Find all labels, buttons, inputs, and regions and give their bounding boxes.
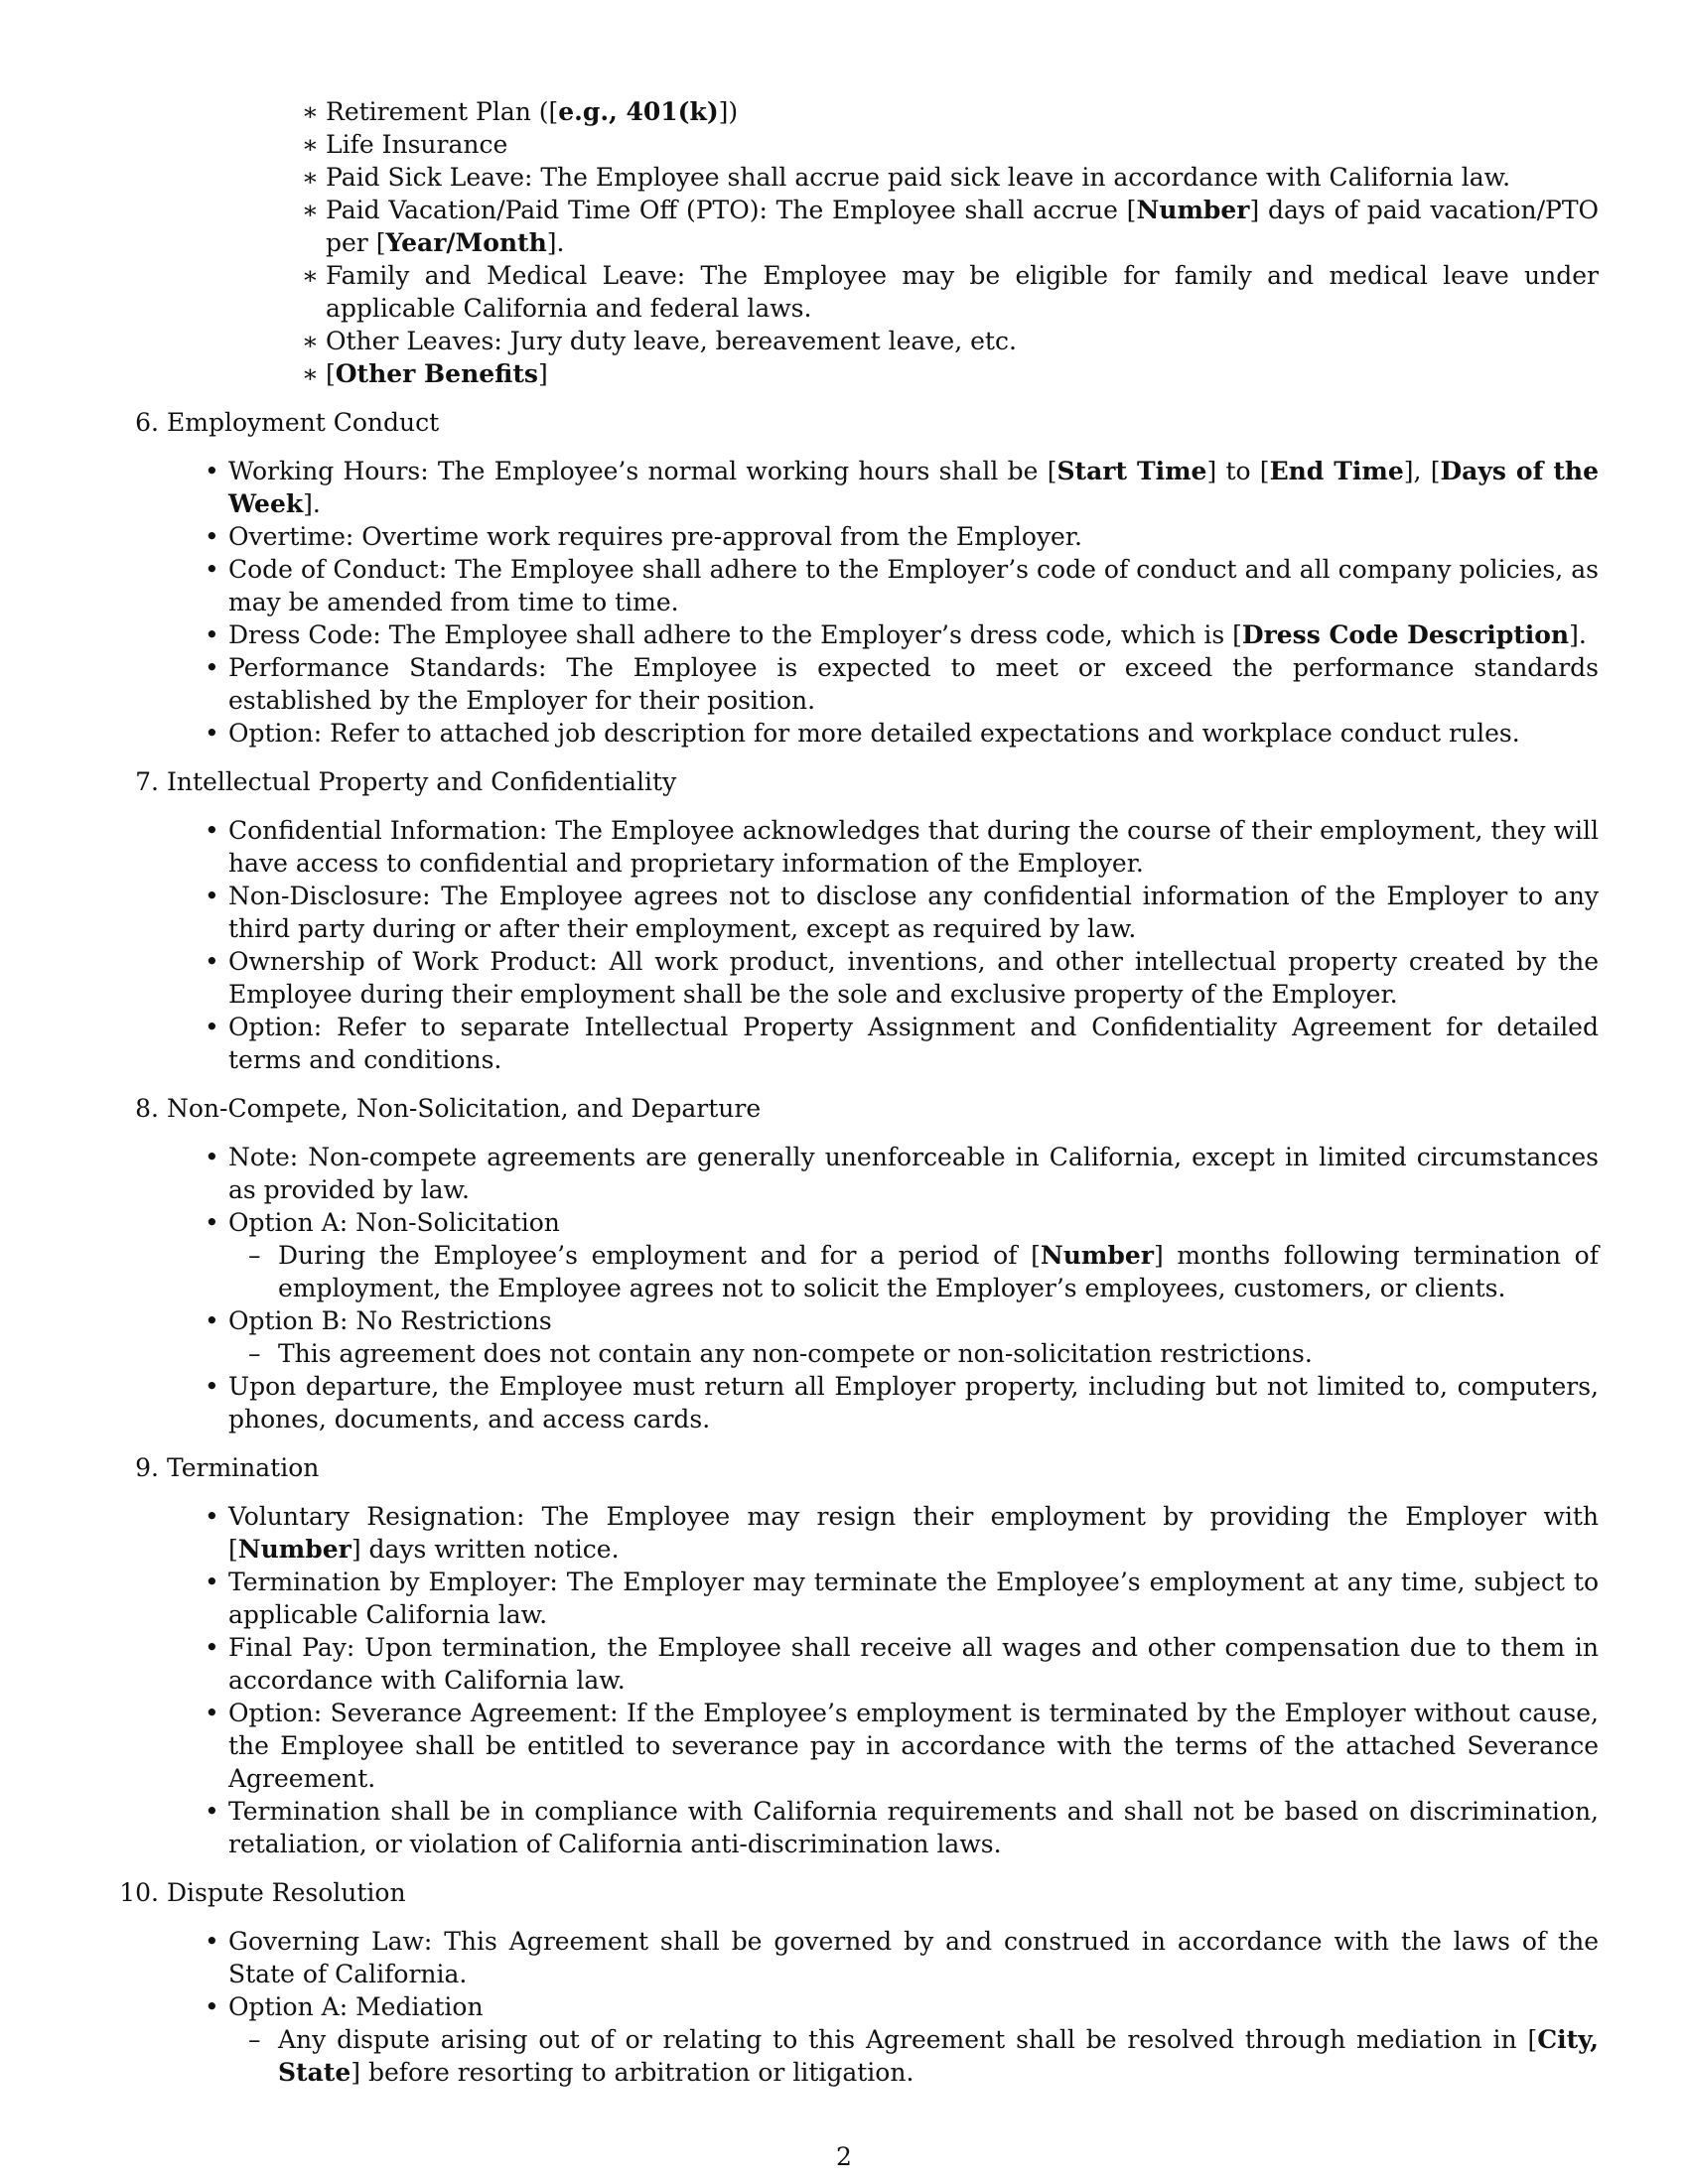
benefit-item: ∗ Life Insurance (302, 130, 508, 159)
asterisk-marker: ∗ (302, 130, 319, 159)
bullet-marker: • (205, 1208, 219, 1237)
list-item: • Note: Non-compete agreements are generally unenforceable in California, except in limited circumstances as provided by law. (205, 1143, 1599, 1204)
section-7-list (107, 814, 1599, 1076)
list-item: • Working Hours: The Employee’s normal working hours shall be [Start Time] to [End Time], [Days of the Week]. (205, 457, 1599, 518)
bullet-marker: • (205, 620, 219, 649)
list-item: • Upon departure, the Employee must return all Employer property, including but not limited to, computers, phones, documents, and access cards. (205, 1372, 1599, 1433)
dash-marker: – (248, 1339, 261, 1368)
list-item: • Option: Refer to attached job description for more detailed expectations and workplace conduct rules. (205, 719, 1520, 748)
section-heading-7: 7. Intellectual Property and Confidentiality (135, 767, 677, 796)
asterisk-marker: ∗ (302, 163, 319, 192)
list-item: • Option: Refer to separate Intellectual Property Assignment and Confidentiality Agreement for detailed terms and conditions. (205, 1013, 1599, 1074)
asterisk-marker: ∗ (302, 359, 319, 388)
bullet-marker: • (205, 1372, 219, 1401)
benefit-item: ∗ Other Leaves: Jury duty leave, bereavement leave, etc. (302, 327, 1017, 355)
bullet-marker: • (205, 1143, 219, 1171)
section-8-list (107, 1141, 1599, 1435)
bullet-marker: • (205, 555, 219, 584)
benefits-list (107, 95, 1599, 390)
asterisk-marker: ∗ (302, 327, 319, 355)
section-heading-10: 10. Dispute Resolution (119, 1878, 406, 1907)
benefit-item: ∗ Paid Vacation/Paid Time Off (PTO): The Employee shall accrue [Number] days of paid vacation/PTO per [Year/Month]. (302, 196, 1599, 257)
bullet-marker: • (205, 1927, 219, 1956)
section-heading-6: 6. Employment Conduct (135, 408, 440, 437)
sub-list-item: – This agreement does not contain any non-compete or non-solicitation restrictions. (248, 1339, 1313, 1368)
bullet-marker: • (205, 882, 219, 910)
list-item: • Governing Law: This Agreement shall be governed by and construed in accordance with the laws of the State of California. (205, 1927, 1599, 1988)
asterisk-marker: ∗ (302, 261, 319, 290)
list-item: • Option A: Mediation (205, 1992, 484, 2021)
list-item: • Code of Conduct: The Employee shall adhere to the Employer’s code of conduct and all company policies, as may be amended from time to time. (205, 555, 1599, 616)
document-body (107, 95, 1599, 2089)
section-9-list (107, 1500, 1599, 1860)
list-item: • Option B: No Restrictions (205, 1306, 552, 1335)
bullet-marker: • (205, 1992, 219, 2021)
bullet-marker: • (205, 816, 219, 845)
dash-marker: – (248, 2025, 261, 2054)
section-heading-8: 8. Non-Compete, Non-Solicitation, and Departure (135, 1094, 762, 1123)
section-6-list (107, 455, 1599, 750)
bullet-marker: • (205, 1797, 219, 1826)
bullet-marker: • (205, 457, 219, 485)
dash-marker: – (248, 1241, 261, 1270)
list-item: • Overtime: Overtime work requires pre-approval from the Employer. (205, 522, 1082, 551)
list-item: • Option A: Non-Solicitation (205, 1208, 560, 1237)
list-item: • Voluntary Resignation: The Employee may resign their employment by providing the Employer with [Number] days written notice. (205, 1502, 1599, 1564)
section-10-list (107, 1925, 1599, 2089)
list-item: • Non-Disclosure: The Employee agrees not to disclose any confidential information of the Employer to any third party during or after their employment, except as required by law. (205, 882, 1599, 943)
bullet-marker: • (205, 1306, 219, 1335)
list-item: • Performance Standards: The Employee is expected to meet or exceed the performance standards established by the Employer for their position. (205, 653, 1599, 715)
benefit-item: ∗ Retirement Plan ([e.g., 401(k)]) (302, 97, 739, 126)
benefit-item: ∗ Paid Sick Leave: The Employee shall accrue paid sick leave in accordance with California law. (302, 163, 1511, 192)
bullet-marker: • (205, 1013, 219, 1041)
bullet-marker: • (205, 947, 219, 976)
section-heading-9: 9. Termination (135, 1453, 320, 1482)
bullet-marker: • (205, 522, 219, 551)
list-item: • Termination by Employer: The Employer may terminate the Employee’s employment at any time, subject to applicable California law. (205, 1568, 1599, 1629)
list-item: • Dress Code: The Employee shall adhere to the Employer’s dress code, which is [Dress Code Description]. (205, 620, 1587, 649)
sub-list-item: – During the Employee’s employment and for a period of [Number] months following termination of employment, the Employee agrees not to solicit the Employer’s employees, customers, or clients. (248, 1241, 1599, 1302)
bullet-marker: • (205, 653, 219, 682)
bullet-marker: • (205, 719, 219, 748)
list-item: • Final Pay: Upon termination, the Employee shall receive all wages and other compensation due to them in accordance with California law. (205, 1633, 1599, 1695)
sub-list-item: – Any dispute arising out of or relating to this Agreement shall be resolved through mediation in [City, State] before resorting to arbitration or litigation. (248, 2025, 1599, 2087)
bullet-marker: • (205, 1633, 219, 1662)
benefit-item: ∗ Family and Medical Leave: The Employee may be eligible for family and medical leave under applicable California and federal laws. (302, 261, 1599, 323)
bullet-marker: • (205, 1568, 219, 1596)
list-item: • Option: Severance Agreement: If the Employee’s employment is terminated by the Employer without cause, the Employee shall be entitled to severance pay in accordance with the terms of the attached Severance Agreement. (205, 1699, 1599, 1793)
bullet-marker: • (205, 1699, 219, 1727)
asterisk-marker: ∗ (302, 97, 319, 126)
benefit-item: ∗ [Other Benefits] (302, 359, 548, 388)
page-number: 2 (836, 2142, 852, 2171)
list-item: • Confidential Information: The Employee acknowledges that during the course of their employment, they will have access to confidential and proprietary information of the Employer. (205, 816, 1599, 878)
list-item: • Termination shall be in compliance with California requirements and shall not be based on discrimination, retaliation, or violation of California anti-discrimination laws. (205, 1797, 1599, 1858)
asterisk-marker: ∗ (302, 196, 319, 224)
bullet-marker: • (205, 1502, 219, 1531)
list-item: • Ownership of Work Product: All work product, inventions, and other intellectual property created by the Employee during their employment shall be the sole and exclusive property of the Employer. (205, 947, 1599, 1009)
